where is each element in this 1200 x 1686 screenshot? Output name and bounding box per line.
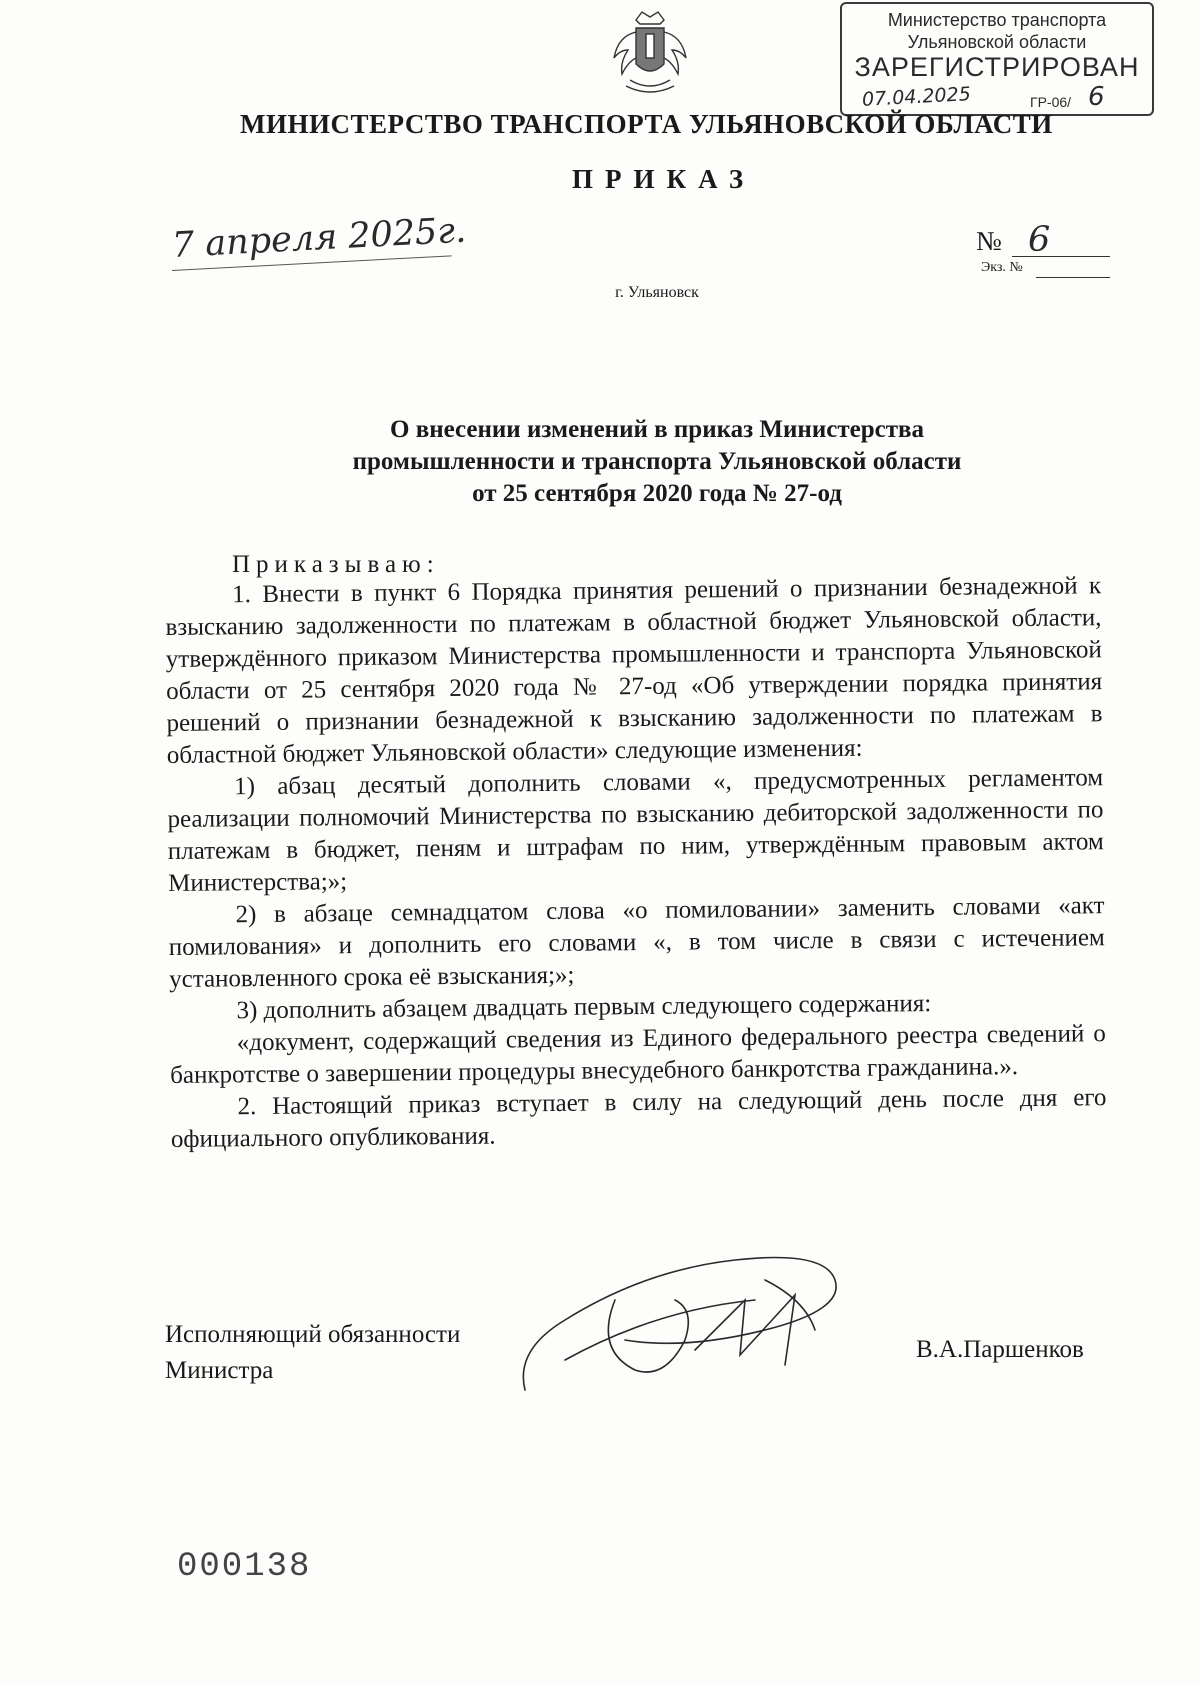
signatory-name: В.А.Паршенков [916, 1336, 1084, 1363]
order-number-label: № [976, 226, 1002, 256]
stamp-registered-label: ЗАРЕГИСТРИРОВАН [854, 52, 1140, 82]
order-date-handwritten: 7 апреля 2025г. [170, 210, 468, 266]
document-serial-number: 000138 [177, 1548, 312, 1586]
order-body [165, 570, 1107, 1156]
registration-stamp [840, 2, 1154, 116]
signatory-title-line-2: Министра [165, 1357, 274, 1384]
ministry-name: МИНИСТЕРСТВО ТРАНСПОРТА УЛЬЯНОВСКОЙ ОБЛАСТИ [240, 109, 1053, 139]
paragraph-2: 2. Настоящий приказ вступает в силу на следующий день после дня его официального опубликования. [170, 1084, 1107, 1153]
stamp-reg-prefix: ГР-06/ [1030, 94, 1072, 110]
document-title-line-2: промышленности и транспорта Ульяновской области [352, 448, 962, 475]
stamp-line-1: Министерство транспорта [887, 10, 1107, 30]
copy-number-label: Экз. № [981, 260, 1023, 275]
stamp-date: 07.04.2025 [861, 83, 972, 111]
paragraph-1-2: 2) в абзаце семнадцатом слова «о помиловании» заменить словами «акт помилования» и дополнить его словами «, в том числе в связи с истечением установленного срока её взыскания;»; [168, 892, 1105, 993]
document-title-line-3: от 25 сентября 2020 года № 27-од [472, 480, 842, 507]
paragraph-1: 1. Внести в пункт 6 Порядка принятия решений о признании безнадежной к взысканию задолженности по платежам в областной бюджет Ульяновской области, утверждённого приказом Министерства промышленности и транспорта Ульяновской области от 25 сентября 2020 года № 27-од «Об утверждении порядка принятия решений о признании безнадежной к взысканию задолженности по платежам в областной бюджет Ульяновской области» следующие изменения: [165, 572, 1103, 769]
order-title: ПРИКАЗ [572, 164, 756, 194]
stamp-reg-number: 6 [1088, 82, 1105, 112]
paragraph-1-3-text: «документ, содержащий сведения из Единого федерального реестра сведений о банкротстве о завершении процедуры внесудебного банкротства гражданина.». [170, 1020, 1106, 1089]
order-intro: Приказываю: [232, 551, 440, 578]
document-title-line-1: О внесении изменений в приказ Министерства [390, 416, 924, 443]
city: г. Ульяновск [615, 284, 699, 301]
paragraph-1-3: 3) дополнить абзацем двадцать первым следующего содержания: [236, 989, 932, 1025]
handwritten-signature [505, 1240, 905, 1400]
signatory-title-line-1: Исполняющий обязанности [165, 1321, 461, 1348]
paragraph-1-1: 1) абзац десятый дополнить словами «, предусмотренных регламентом реализации полномочий Министерства по взысканию дебиторской задолженности по платежам в бюджет, пеням и штрафам по ним, утверждённым правовым актом Министерства;»; [167, 764, 1104, 897]
coat-of-arms-emblem [606, 2, 694, 98]
copy-number-underline [1036, 277, 1110, 278]
order-number-underline [1012, 256, 1110, 257]
document-title [0, 414, 1200, 510]
order-number-value: 6 [1028, 220, 1051, 260]
signatory-title [165, 1317, 460, 1389]
stamp-line-2: Ульяновской области [907, 32, 1087, 52]
